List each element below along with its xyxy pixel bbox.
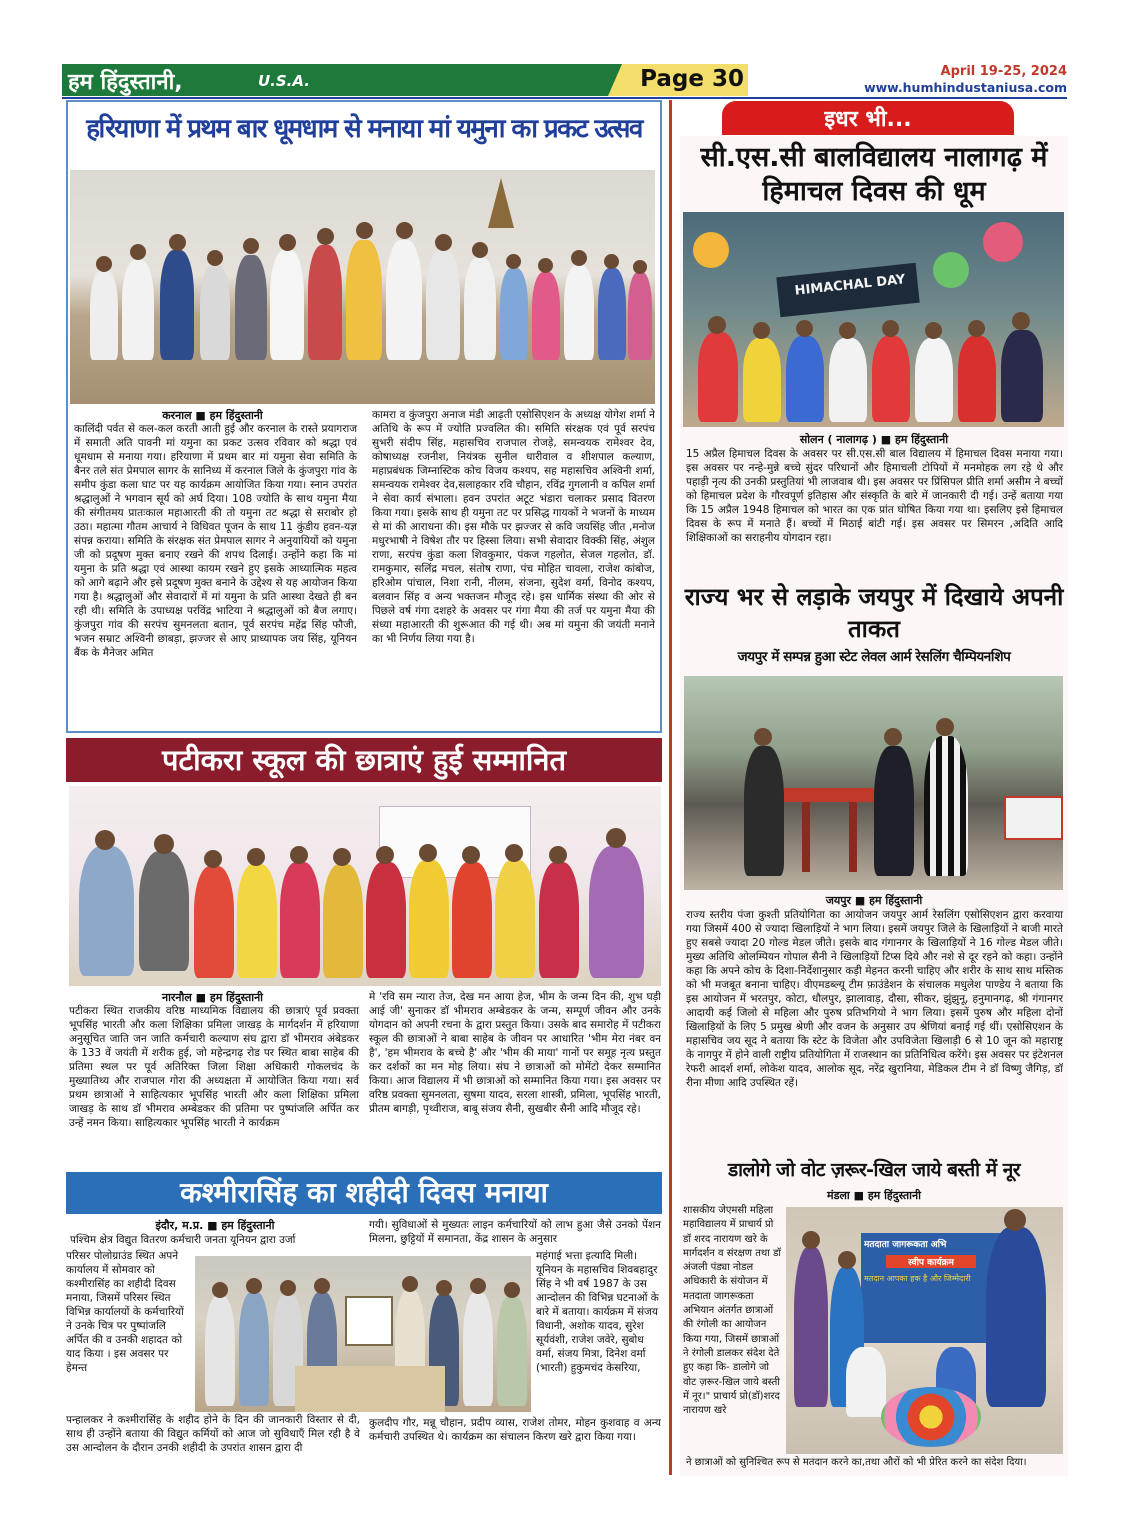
yamuna-col2: कामरा व कुंजपुरा अनाज मंडी आढ़ती एसोसिएशन के अध्यक्ष योगेश शर्मा ने अतिथि के रूप में ज्योति प्रज्वलित की। समिति संरक्षक एवं पूर्व सरपंच सुभरी संदीप सिंह, महासचिव राजपाल रोजड़े, समन्वयक रामेश्वर देव, कोषाध्यक्ष रजनीश, नियंत्रक सुनील धारीवाल व शीशपाल कल्याण, महाप्रबंधक जिम्नास्टिक कोच विजय कश्यप, सह महासचिव अश्विनी शर्मा, समन्वयक रामेश्वर देव,सलाहकार रवि चौहान, रविंद्र गुगलानी व कपिल शर्मा ने सेवा कार्य संभाला। हवन उपरांत अटूट भंडारा चलाकर प्रसाद वितरण किया गया। इसके साथ ही यमुना तट पर प्रसिद्ध गायकों ने भजनों के माध्यम से मां की आराधना की। इस मौके पर झज्जर से कवि जयसिंह जीत ,मनोज मधुरभाषी ने विषेश तौर पर हिस्सा लिया। सभी सेवादार विक्की सिंह, अंशुल राणा, सरपंच कुंडा कला शिवकुमार, पंकज गहलोत, सेजल गहलोत, डॉ. रामकुमार, सलिंद्र मचल, संतोष राणा, पंच मोहित चावला, राजेश कांबोज, हरिओम पांचाल, निशा रानी, नीलम, संजना, सुदेश वर्मा, विनोद कश्यप, बलवान सिंह व अन्य भक्तजन मौजूद रहे। इस धार्मिक संस्था की ओर से पिछले वर्ष गंगा दशहरे के अवसर पर गंगा मैया की तर्ज पर यमुना मैया की संध्या महाआरती की शुरूआत की गई थी। अब मां यमुना की जयंती मनाने का भी निर्णय लिया गया है। [372, 409, 656, 645]
armwrestling-body: राज्य स्तरीय पंजा कुश्ती प्रतियोगिता का आयोजन जयपुर आर्म रेसलिंग एसोसिएशन द्वारा करवाया गया जिसमें 400 से ज्यादा खिलाड़ियों ने भाग लिया। इसमें जयपुर जिले के खिलाड़ियों ने बाजी मारते हुए सबसे ज्यादा 20 गोल्ड मेडल जीते। इसके बाद गंगानगर के खिलाड़ियों ने 16 गोल्ड मेडल जीते। मुख्य अतिथि ओलम्पियन गोपाल सैनी ने खिलाड़ियों टिप्स दिये और नशे से दूर रहने को कहा। उन्होंने कहा कि अपने कोच के दिशा-निर्देशानुसार कड़ी मेहनत करनी चाहिए और शरीर के साथ साथ मस्तिक को भी मजबूत बनाना चाहिए। वीएमडब्ल्यू टीम फ़ाउंडेशन के संचालक मधुलेश पाण्डेय ने बताया कि इस आयोजन में भरतपुर, कोटा, धौलपुर, झालावाड़, दौसा, सीकर, झुंझुनू, हनुमानगढ़, श्री गंगानगर आदायी कई जिलो से महिला और पुरुष प्रतिभगियो ने भाग लिया। इसमें पुरुष और महिला दोनों खिलाड़ियों के लिए 5 प्रमुख श्रेणी और वजन के अनुसार उप श्रेणियां बनाई गई थीं। एसोसिएशन के महासचिव जय सूद ने बताया कि स्टेट के विजेता और उपविजेता खिलाड़ी 6 से 10 जून को महाराष्ट्र के नागपुर में होने वाली राष्ट्रीय प्रतियोगिता में राजस्थान का प्रतिनिधित्व करेंगे। इस अवसर पर इंटेशनल रेफरी आदर्श शर्मा, लोकेश यादव, आलोक सूद, नरेंद्र खुरानिया, मेडिकल टीम ने डॉ विष्णु जैगिड़, डॉ रीना मीणा आदि उपस्थित रहें। [686, 909, 1063, 1089]
vote-poster-line: मतदान आपका हक है और जिम्मेदारी [864, 1274, 971, 1283]
issue-date: April 19-25, 2024 [940, 64, 1067, 79]
patikara-photo [69, 786, 661, 986]
armwrestling-subhead: जयपुर में सम्पन्न हुआ स्टेट लेवल आर्म रेसलिंग चैम्पियनशिप [737, 649, 1011, 665]
himachal-headline: सी.एस.सी बालविद्यालय नालागढ़ में हिमाचल दिवस की धूम [700, 142, 1048, 207]
patikara-headline: पटीकरा स्कूल की छात्राएं हुई सम्मानित [161, 743, 567, 777]
vote-last: ने छात्राओं को सुनिश्चित रूप से मतदान करने का,तथा औरों को भी प्रेरित करने का संदेश दिया। [686, 1457, 1027, 1468]
masthead [62, 64, 1072, 98]
vote-byline: मंडला ■ हम हिंदुस्तानी [827, 1189, 921, 1202]
photo-table [295, 1366, 445, 1412]
vote-poster-sub: स्वीप कार्यक्रम [886, 1255, 976, 1268]
yamuna-col1: कालिंदी पर्वत से कल-कल करती आती हुई और करनाल के रास्ते प्रयागराज में समाती अति पावनी मां यमुना का प्रकट उत्सव रविवार को श्रद्धा एवं धूमधाम से मनाया गया। हरियाणा में प्रथम बार मां यमुना सेवा समिति के बैनर तले संत प्रेमपाल सागर के सानिध्य में करनाल जिले के कुंजपुरा गांव के समीप कुंडा कला घाट पर यह कार्यक्रम आयोजित किया गया। स्नान उपरांत श्रद्धालुओं ने भगवान सूर्य को अर्घ दिया। 108 ज्योति के साथ यमुना मैया की संगीतमय प्रातःकाल महाआरती की तो यमुना तट श्रद्धा से सराबोर हो उठा। महात्मा गौतम आचार्य ने विधिवत पूजन के साथ 11 कुंडीय हवन-यज्ञ संपन्न कराया। समिति के संरक्षक संत प्रेमपाल सागर ने अनुयायियों को यमुना जी को प्रदूषण मुक्त बनाए रखने की शपथ दिलाई। उन्होंने कहा कि मां यमुना के प्रति श्रद्धा एवं आस्था कायम रखने हुए इसके आध्यात्मिक महत्व को आगे बढ़ाने और इसे प्रदूषण मुक्त बनाने के उद्देश्य से यह आयोजन किया गया है। श्रद्धालुओं और सेवादारों में मां यमुना के प्रति आस्था देखते ही बन रही थी। समिति के उपाध्यक्ष परविंद्र भाटिया ने श्रद्धालुओं को बैज लगाए। कुंजपुरा गांव की सरपंच सुमनलता बतान, पूर्व सरपंच महेंद्र सिंह फौजी, भजन सम्राट अश्विनी छाबड़ा, झज्जर से आए प्राध्यापक जय सिंह, यूनियन बैंक के मैनेजर अमित [74, 423, 357, 659]
himachal-sign-text: HIMACHAL DAY [794, 272, 906, 299]
website-link[interactable]: www.humhindustaniusa.com [864, 80, 1067, 95]
himachal-byline: सोलन ( नालागढ़ ) ■ हम हिंदुस्तानी [799, 433, 949, 446]
kashmira-photo [195, 1256, 531, 1412]
armwrestling-photo [684, 676, 1063, 890]
vote-photo [786, 1207, 1063, 1454]
kashmira-right-top: गयी। सुविधाओं से मुख्यतः लाइन कर्मचारियों को लाभ हुआ जैसे उनको पेंशन मिलना, छुट्टियों में समानता, केंद्र शासन के अनुसार [369, 1219, 661, 1245]
kashmira-bottom-right: कुलदीप गौर, मन्नू चौहान, प्रदीप व्यास, राजेश तोमर, मोहन कुशवाह व अन्य कर्मचारी उपस्थित थे। कार्यक्रम का संचालन किरण खरे द्वारा किया गया। [369, 1417, 661, 1443]
kashmira-byline: इंदौर, म.प्र. ■ हम हिंदुस्तानी [155, 1219, 275, 1232]
himachal-photo [683, 212, 1064, 427]
kashmira-left: परिसर पोलोग्राउंड स्थित अपने कार्यालय में सोमवार को कश्मीरासिंह का शहीदी दिवस मनाया, जिसमें परिसर स्थित विभिन्न कार्यालयों के कर्मचारियों ने उनके चित्र पर पुष्पांजलि अर्पित की व उनकी शहादत को याद किया । इस अवसर पर हेमन्त [66, 1250, 184, 1374]
kashmira-intro: पश्चिम क्षेत्र विद्युत वितरण कर्मचारी जनता यूनियन द्वारा उर्जा [70, 1234, 296, 1246]
masthead-usa: U.S.A. [258, 72, 310, 90]
wrestling-table [784, 788, 874, 802]
aarti-lamp [488, 178, 514, 228]
kashmira-right-col: महंगाई भत्ता इत्यादि मिली। यूनियन के महासचिव शिवबहादुर सिंह ने भी वर्ष 1987 के उस आन्दोलन की विभिन्न घटनाओं के बारे में बताया। कार्यक्रम में संजय विधानी, अशोक यादव, सुरेश सूर्यवंशी, राजेश जवेरे, सुबोध वर्मा, संजय मित्रा, दिनेश वर्मा (भारती) हुकुमचंद केसरिया, [536, 1250, 659, 1374]
masthead-underline [62, 97, 1067, 99]
patikara-col1: पटीकरा स्थित राजकीय वरिष्ठ माध्यमिक विद्यालय की छात्राएं पूर्व प्रवक्ता भूपसिंह भारती और कला शिक्षिका प्रमिला जाखड़ के मार्गदर्शन में हरियाणा अनुसूचित जाति जन जाति कर्मचारी कल्याण संघ द्वारा डॉ भीमराव अंबेडकर के 133 वें जयंती में शरीक हुई, जो महेन्द्रगढ़ रोड पर स्थित बाबा साहेब की प्रतिमा स्थल पर पूर्व अतिरिक्त जिला शिक्षा अधिकारी गोकलचंद के मुख्यातिथ्य और राजपाल गोरा की अध्यक्षता में आयोजित किया गया। सर्व प्रथम छात्राओं ने साहित्यकार भूपसिंह भारती और कला शिक्षिका प्रमिला जाखड़ के साथ डॉ भीमराव अम्बेडकर की प्रतिमा पर पुष्पांजलि अर्पित कर उन्हें नमन किया। साहित्यकार भूपसिंह भारती ने कार्यक्रम [69, 1005, 359, 1129]
page-number: Page 30 [640, 66, 744, 92]
referee-table [1004, 796, 1063, 840]
column-divider [669, 100, 672, 1475]
photo-frame [345, 1296, 393, 1346]
vote-body: शासकीय जेएमसी महिला महाविद्यालय में प्राचार्य प्रो डॉ शरद नारायण खरे के मार्गदर्शन व संरक्षण तथा डॉ अंजली पंड्या नोडल अधिकारी के संयोजन में मतदाता जागरूकता अभियान अंतर्गत छात्राओं की रंगोली का आयोजन किया गया, जिसमें छात्राओं ने रंगोली डालकर संदेश देते हुए कहा कि- डालोगे जो वोट ज़रूर-खिल जाये बस्ती में नूर।" प्राचार्य प्रो(डॉ)शरद नारायण खरे [683, 1205, 782, 1417]
patikara-byline: नारनौल ■ हम हिंदुस्तानी [161, 991, 264, 1004]
rangoli [881, 1387, 981, 1447]
masthead-name: हम हिंदुस्तानी, [68, 70, 183, 95]
yamuna-photo [70, 170, 655, 404]
yamuna-byline: करनाल ■ हम हिंदुस्तानी [162, 409, 263, 422]
patikara-col2: मे 'रवि सम न्यारा तेज, देख मन आया हेज, भीम के जन्म दिन की, शुभ घड़ी आई जी' सुनाकर डॉ भीमराव अम्बेडकर के जन्म, सम्पूर्ण जीवन और उनके योगदान को अपनी रचना के द्वारा प्रस्तुत किया। उसके बाद समारोह में पटीकरा स्कूल की छात्राओं ने बाबा साहेब के जीवन पर आधारित 'भीम मेरा नंबर वन है', 'हम भीमराव के बच्चे है' और 'भीम की माया' गानों पर समूह नृत्य प्रस्तुत कर दर्शकों का मन मोह लिया। संघ ने छात्राओं को मोमेंटो देकर सम्मानित किया। आज विद्यालय में भी छात्राओं को सम्मानित किया गया। इस अवसर पर वरिष्ठ प्रवक्ता सुमनलता, सुषमा यादव, सरला शास्त्री, प्रमिला, भूपसिंह भारती, प्रीतम बागड़ी, पृथ्वीराज, बाबू संजय सैनी, सुखबीर सैनी आदि मौजूद रहे। [369, 991, 661, 1115]
yamuna-headline: हरियाणा में प्रथम बार धूमधाम से मनाया मां यमुना का प्रकट उत्सव [86, 114, 642, 144]
kashmira-headline: कश्मीरासिंह का शहीदी दिवस मनाया [180, 1176, 548, 1209]
vote-headline: डालोगे जो वोट ज़रूर-खिल जाये बस्ती में नूर [727, 1159, 1021, 1181]
himachal-body: 15 अप्रैल हिमाचल दिवस के अवसर पर सी.एस.सी बाल विद्यालय में हिमाचल दिवस मनाया गया। इस अवसर पर नन्हे-मुन्ने बच्चे सुंदर परिधानों और हिमाचली टोपियों में मनमोहक लग रहे थे और पहाड़ी नृत्य की उनकी प्रस्तुतियां भी लाजवाब थी। इस अवसर पर प्रिंसिपल प्रीति शर्मा असीम ने बच्चों को हिमाचल प्रदेश के गौरवपूर्ण इतिहास और संस्कृति के बारे में जानकारी दी गई। उन्हें बताया गया कि 15 अप्रैल 1948 हिमाचल को भारत का एक प्रांत घोषित किया गया था। इसलिए इसे हिमाचल दिवस के रूप में मनाते हैं। बच्चों में मिठाई बांटी गई। इस अवसर पर सिमरन ,अदिति आदि शिक्षिकाओं का सराहनीय योगदान रहा। [686, 448, 1063, 544]
armwrestling-byline: जयपुर ■ हम हिंदुस्तानी [825, 894, 923, 907]
armwrestling-headline: राज्य भर से लड़ाके जयपुर में दिखाये अपनी ताकत [684, 583, 1064, 643]
vote-poster-title: मतदाता जागरूकता अभि [864, 1240, 947, 1250]
idharbhi-label: इधर भी... [824, 107, 912, 132]
kashmira-bottom-left: पन्हालकर ने कश्मीरासिंह के शहीद होने के दिन की जानकारी विस्तार से दी, साथ ही उन्होंने बताया की विद्युत कर्मियों को आज जो सुविधाएँ मिल रही है वे उस आन्दोलन के दौरान उनकी शहीदी के उपरांत शासन द्वारा दी [66, 1414, 360, 1454]
photo-crowd [70, 210, 655, 360]
